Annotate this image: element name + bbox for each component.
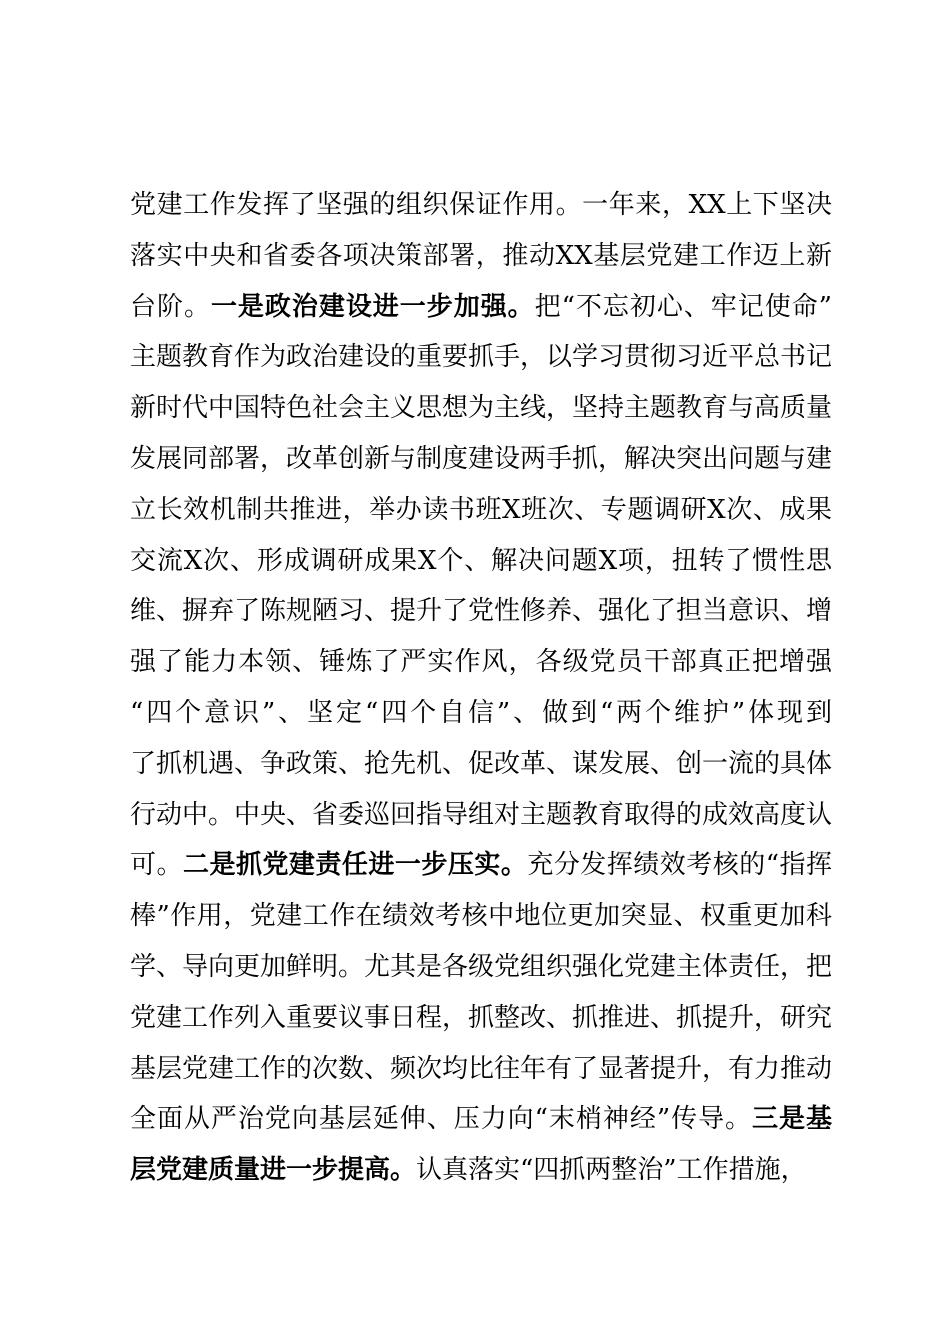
- body-text: 认真落实“四抓两整治”工作措施，: [416, 1155, 807, 1186]
- body-text: 基层党建工作的次数、频次均比往年有了显著提升，有力推动: [130, 1053, 833, 1084]
- text-line: [130, 282, 832, 333]
- body-text: 党建工作发挥了坚强的组织保证作用。一年来，XX上下坚决: [130, 190, 832, 220]
- text-line: [130, 790, 832, 841]
- body-text: 强了能力本领、锤炼了严实作风，各级党员干部真正把增强: [130, 647, 832, 678]
- text-line: [130, 231, 832, 282]
- text-line: [130, 180, 832, 231]
- bold-heading-text: 三是基: [752, 1104, 832, 1135]
- body-text: 新时代中国特色社会主义思想为主线，坚持主题教育与高质量: [130, 393, 833, 424]
- text-line: [130, 332, 832, 383]
- text-line: [130, 1145, 832, 1196]
- body-text: 行动中。中央、省委巡回指导组对主题教育取得的成效高度认: [130, 799, 833, 830]
- body-text: 全面从严治党向基层延伸、压力向“末梢神经”传导。: [130, 1104, 753, 1135]
- body-paragraph: [130, 180, 832, 1196]
- body-text: 学、导向更加鲜明。尤其是各级党组织强化党建主体责任，把: [130, 951, 833, 982]
- body-text: 发展同部署，改革创新与制度建设两手抓，解决突出问题与建: [130, 443, 833, 474]
- body-text: 把“不忘初心、牢记使命”: [534, 291, 832, 322]
- body-text: 台阶。: [130, 291, 211, 322]
- text-line: [130, 739, 832, 790]
- text-line: [130, 1044, 832, 1095]
- body-text: 棒”作用，党建工作在绩效考核中地位更加突显、权重更加科: [130, 901, 832, 932]
- text-line: [130, 637, 832, 688]
- body-text: 党建工作列入重要议事日程，抓整改、抓推进、抓提升，研究: [130, 1002, 833, 1033]
- text-line: [130, 485, 832, 536]
- body-text: 交流X次、形成调研成果X个、解决问题X项，扭转了惯性思: [130, 545, 832, 576]
- body-text: 充分发挥绩效考核的“指挥: [527, 850, 832, 881]
- body-text: 维、摒弃了陈规陋习、提升了党性修养、强化了担当意识、增: [130, 596, 833, 627]
- body-text: 立长效机制共推进，举办读书班X班次、专题调研X次、成果: [130, 494, 832, 525]
- bold-heading-text: 一是政治建设进一步加强。: [210, 291, 535, 322]
- text-line: [130, 586, 832, 637]
- bold-heading-text: 二是抓党建责任进一步压实。: [182, 850, 528, 881]
- text-line: [130, 536, 832, 587]
- text-line: [130, 840, 832, 891]
- body-text: 可。: [130, 850, 183, 881]
- body-text: 了抓机遇、争政策、抢先机、促改革、谋发展、创一流的具体: [130, 748, 833, 779]
- text-line: [130, 434, 832, 485]
- text-line: [130, 688, 832, 739]
- body-text: “四个意识”、坚定“四个自信”、做到“两个维护”体现到: [130, 697, 832, 728]
- body-text: 落实中央和省委各项决策部署，推动XX基层党建工作迈上新: [130, 240, 832, 271]
- bold-heading-text: 层党建质量进一步提高。: [130, 1155, 417, 1186]
- text-line: [130, 891, 832, 942]
- body-text: 主题教育作为政治建设的重要抓手，以学习贯彻习近平总书记: [130, 342, 833, 373]
- text-line: [130, 993, 832, 1044]
- text-line: [130, 383, 832, 434]
- text-line: [130, 1094, 832, 1145]
- text-line: [130, 942, 832, 993]
